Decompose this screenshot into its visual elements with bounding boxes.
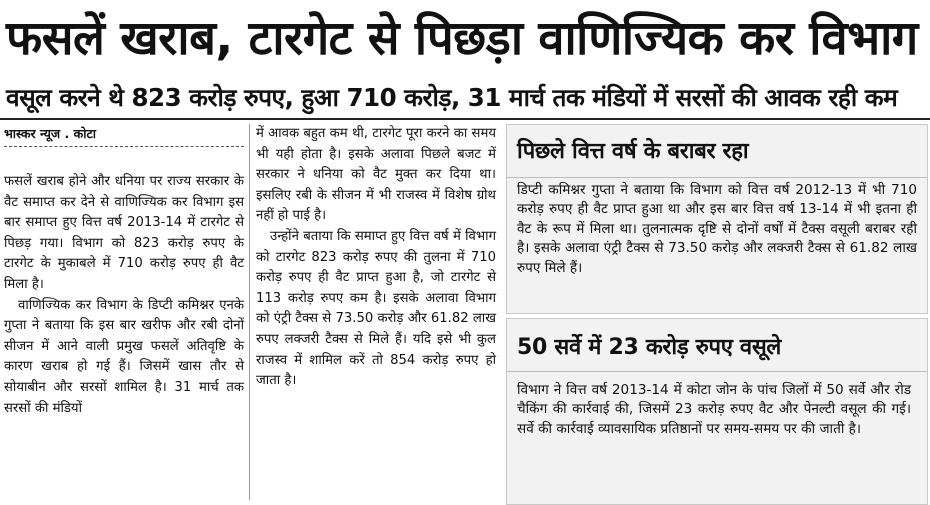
box1-text: डिप्टी कमिश्नर गुप्ता ने बताया कि विभाग को वित्त वर्ष 2012-13 में भी 710 करोड़ रुपए ही वैट प्राप्त हुआ था और इस बार वित्त वर्ष 13-14 में भी इतना ही वैट के रूप में मिला था। तुलनात्मक दृष्टि से दोनों वर्षों में टैक्स वसूली बराबर रही है। इसके अलावा एंट्री टैक्स से 73.50 करोड़ और लक्जरी टैक्स से 61.82 लाख रुपए मिले हैं। bbox=[517, 182, 917, 276]
column2-paragraph-1: में आवक बहुत कम थी, टारगेट पूरा करने का समय भी यही होता है। इसके अलावा पिछले बजट में सरकार ने धनिया को वैट मुक्त कर दिया था। इसलिए रबी के सीजन में भी राजस्व में विशेष ग्रोथ नहीं हो पाई है। bbox=[256, 126, 496, 224]
sidebar-box-previous-year bbox=[506, 124, 928, 314]
article-column-2 bbox=[256, 124, 496, 502]
column-divider bbox=[249, 124, 250, 500]
headline: फसलें खराब, टारगेट से पिछड़ा वाणिज्यिक कर विभाग bbox=[6, 11, 918, 66]
header-rule bbox=[0, 118, 930, 120]
box1-title: पिछले वित्त वर्ष के बराबर रहा bbox=[517, 139, 749, 164]
subheadline: वसूल करने थे 823 करोड़ रुपए, हुआ 710 करोड़, 31 मार्च तक मंडियों में सरसों की आवक रही कम bbox=[6, 83, 898, 112]
byline-separator bbox=[4, 146, 244, 149]
column2-paragraph-2: उन्होंने बताया कि समाप्त हुए वित्त वर्ष में विभाग को टारगेट 823 करोड़ रुपए की तुलना में 710 करोड़ रुपए ही वैट प्राप्त हुआ है, जो टारगेट से 113 करोड़ रुपए कम है। इसके अलावा विभाग को एंट्री टैक्स से 73.50 करोड़ और 61.82 लाख रुपए लक्जरी टैक्स से मिले हैं। यदि इसे भी कुल राजस्व में शामिल करें तो 854 करोड़ रुपए हो जाता है। bbox=[256, 228, 496, 389]
box1-title-separator bbox=[507, 177, 927, 178]
box2-title-separator bbox=[507, 371, 927, 372]
box2-title: 50 सर्वे में 23 करोड़ रुपए वसूले bbox=[517, 335, 782, 360]
column1-paragraph-1: फसलें खराब होने और धनिया पर राज्य सरकार के वैट समाप्त कर देने से वाणिज्यिक कर विभाग इस बार समाप्त हुए वित्त वर्ष 2013-14 में टारगेट से पिछड़ गया। विभाग को 823 करोड़ रुपए के टारगेट के मुकाबले में 710 करोड़ रुपए ही वैट मिला है। bbox=[4, 174, 244, 292]
byline: भास्कर न्यूज . कोटा bbox=[4, 126, 96, 141]
box2-text: विभाग ने वित्त वर्ष 2013-14 में कोटा जोन के पांच जिलों में 50 सर्वे और रोड चैकिंग की कार्रवाई की, जिसमें 23 करोड़ रुपए वैट और पेनल्टी वसूल की गई। सर्वे की कार्रवाई व्यावसायिक प्रतिष्ठानों पर समय-समय पर की जाती है। bbox=[517, 382, 911, 437]
article-column-1 bbox=[4, 172, 244, 502]
column1-paragraph-2: वाणिज्यिक कर विभाग के डिप्टी कमिश्नर एनके गुप्ता ने बताया कि इस बार खरीफ और रबी दोनों सीजन में आने वाली प्रमुख फसलें अतिवृष्टि के कारण खराब हो गई हैं। जिसमें खास तौर से सोयाबीन और सरसों शामिल है। 31 मार्च तक सरसों की मंडियों bbox=[4, 297, 244, 416]
sidebar-box-surveys bbox=[506, 318, 928, 505]
